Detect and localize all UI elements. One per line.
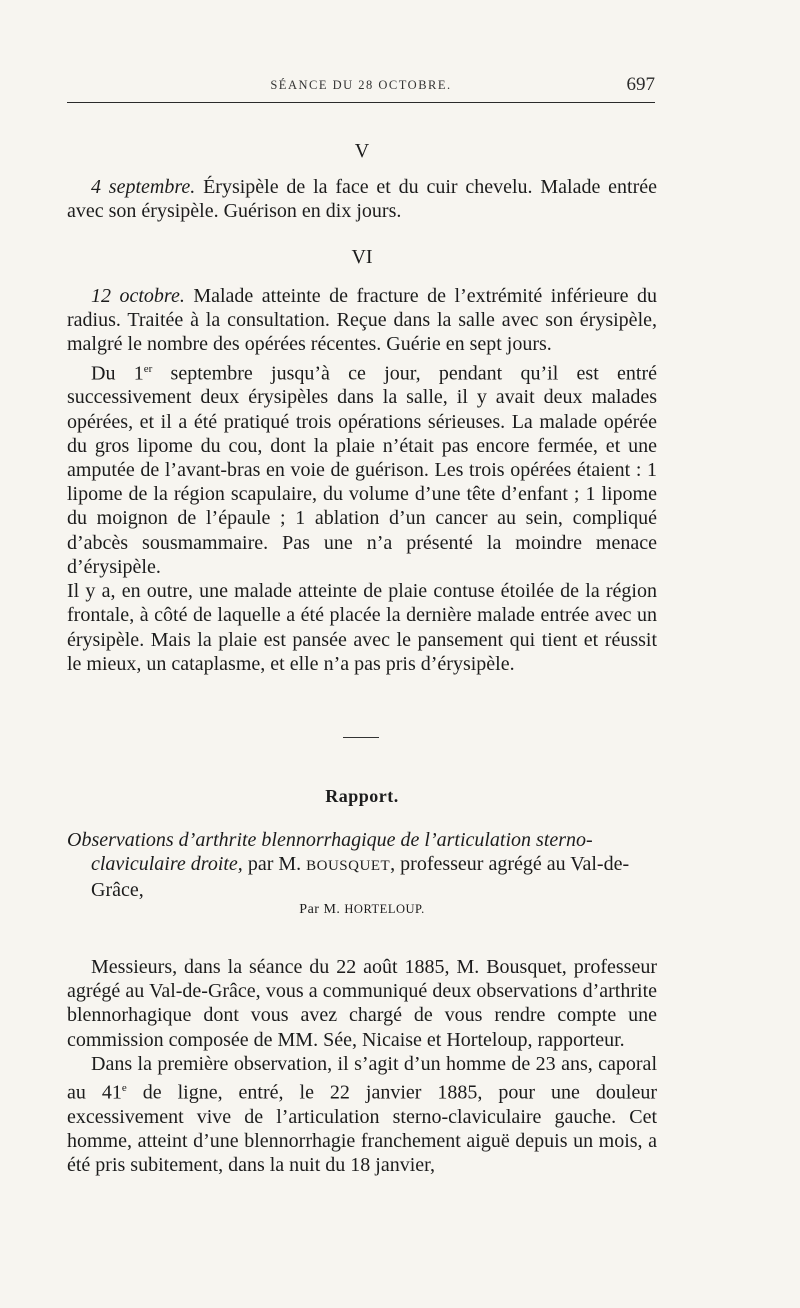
report-title-italic: Observations d’arthrite blennorrhagique de l’articulation sterno-claviculaire droite, [67, 829, 593, 876]
reporter-byline [67, 902, 657, 918]
running-title: SÉANCE DU 28 OCTOBRE. [270, 78, 452, 92]
report-body [67, 955, 657, 1177]
report-title-author: BOUSQUET [306, 858, 391, 875]
paragraph-premiere-lead: Dans la première observation, il s’agit d’un homme de 23 ans, caporal au 41 [67, 1052, 657, 1104]
paragraph-premiere-sup: e [121, 1082, 127, 1095]
byline-par: Par M. [299, 902, 345, 917]
report-title [67, 828, 657, 903]
section-numeral-vi: VI [351, 246, 373, 268]
paragraph-il-y-a: Il y a, en outre, une malade atteinte de plaie contuse étoilée de la région frontale, à côté de laquelle a été placée la dernière malade entrée avec un érysipèle. Mais la plaie est pansée avec le pansement qui tient et réussit le mieux, un cataplasme, et elle n’a pas pris d’érysipèle. [67, 580, 657, 675]
paragraph-premiere-text: de ligne, entré, le 22 janvier 1885, pour une douleur excessivement vive de l’articulation sterno-claviculaire gauche. Cet homme, atteint d’une blennorrhagie franchement aiguë depuis un mois, a été pris subitement, dans la nuit du 18 janvier, [67, 1081, 657, 1177]
paragraph-messieurs: Messieurs, dans la séance du 22 août 1885, M. Bousquet, professeur agrégé au Val-de-Grâce, vous a communiqué deux observations d’arthrite blennorhagique dont vous avez chargé de vous rendre compte une commission composée de MM. Sée, Nicaise et Horteloup, rapporteur. [67, 956, 657, 1051]
section-divider [343, 737, 379, 738]
section-v-date: 4 septembre. [91, 176, 196, 198]
report-title-par: par M. [242, 853, 307, 876]
section-v-paragraph [67, 175, 657, 223]
section-vi-text: Malade atteinte de fracture de l’extrémité inférieure du radius. Traitée à la consultation. Reçue dans la salle avec son érysipèle, malgré le nombre des opérées récentes. Guérie en sept jours. [67, 285, 657, 356]
section-vi-paragraph [67, 284, 657, 676]
paragraph-du-premier [67, 357, 657, 579]
paragraph-du-sup: er [143, 362, 153, 375]
byline-name: HORTELOUP. [344, 902, 425, 916]
section-v-text: Érysipèle de la face et du cuir chevelu. Malade entrée avec son érysipèle. Guérison en dix jours. [67, 176, 657, 223]
paragraph-premiere-observation [67, 1052, 657, 1178]
section-numeral-v: V [354, 140, 370, 162]
page-number: 697 [626, 74, 655, 95]
section-vi-date: 12 octobre. [91, 285, 185, 307]
running-header [67, 74, 655, 103]
paragraph-du-text: septembre jusqu’à ce jour, pendant qu’il est entré successivement deux érysipèles dans la salle, il y avait deux malades opérées, et il a été pratiqué trois opérations sérieuses. La malade opérée du gros lipome du cou, dont la plaie n’était pas encore fermée, et une amputée de l’avant-bras en voie de guérison. Les trois opérées étaient : 1 lipome de la région scapulaire, du volume d’une tête d’enfant ; 1 lipome du moignon de l’épaule ; 1 ablation d’un cancer au sein, compliqué d’abcès sousmammaire. Pas une n’a présenté la moindre menace d’érysipèle. [67, 362, 657, 578]
paragraph-du-lead: Du 1 [91, 362, 144, 385]
report-title-rest: , professeur agrégé au Val-de-Grâce, [91, 853, 630, 902]
rapport-heading: Rapport. [325, 786, 399, 806]
